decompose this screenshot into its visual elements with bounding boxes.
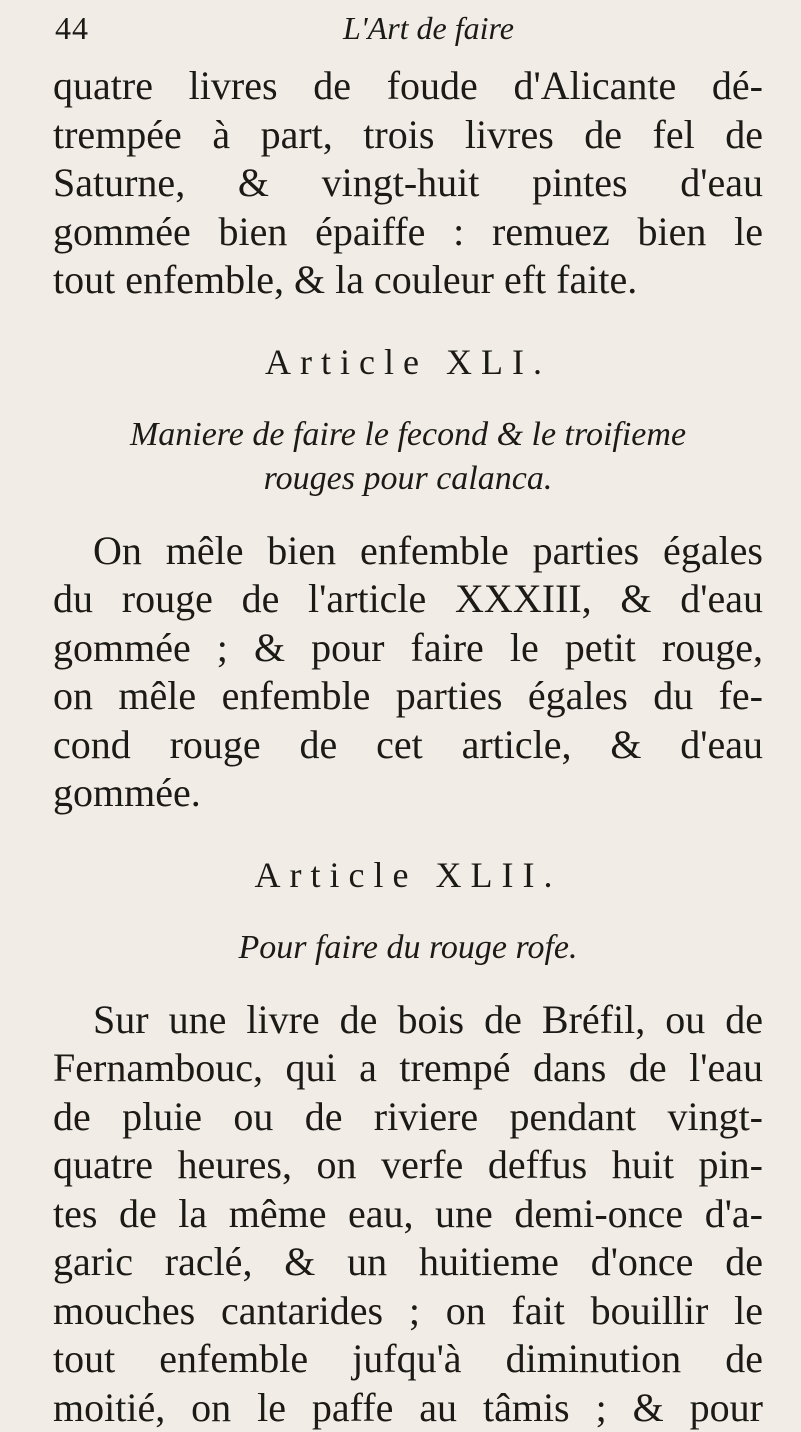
text-line: tout enfemble jufqu'à diminution de (53, 1335, 763, 1384)
text-line: gommée. (53, 769, 763, 818)
text-line: cond rouge de cet article, & d'eau (53, 721, 763, 770)
text-line: tes de la même eau, une demi-once d'a- (53, 1190, 763, 1239)
running-title: L'Art de faire (343, 10, 514, 47)
text-line: quatre heures, on verfe deffus huit pin- (53, 1141, 763, 1190)
text-line: de pluie ou de riviere pendant vingt- (53, 1093, 763, 1142)
text-line: On mêle bien enfemble parties égales (53, 527, 763, 576)
text-line: Saturne, & vingt-huit pintes d'eau (53, 159, 763, 208)
text-line: trempée à part, trois livres de fel de (53, 111, 763, 160)
article-42-heading: Article XLII. (53, 854, 763, 896)
paragraph-continuation (53, 62, 763, 305)
text-line: gommée ; & pour faire le petit rouge, (53, 624, 763, 673)
article-41-heading: Article XLI. (53, 341, 763, 383)
text-line: du rouge de l'article XXXIII, & d'eau (53, 575, 763, 624)
page-number: 44 (55, 10, 89, 47)
text-line: moitié, on le paffe au tâmis ; & pour (53, 1384, 763, 1432)
text-line: gommée bien épaiffe : remuez bien le (53, 208, 763, 257)
text-line: Sur une livre de bois de Bréfil, ou de (53, 996, 763, 1045)
subtitle-line: Maniere de faire le fecond & le troifieme (53, 413, 763, 457)
text-line: on mêle enfemble parties égales du fe- (53, 672, 763, 721)
subtitle-line: Pour faire du rouge rofe. (53, 926, 763, 970)
article-42-subtitle (53, 926, 763, 970)
subtitle-line: rouges pour calanca. (53, 457, 763, 501)
text-line: mouches cantarides ; on fait bouillir le (53, 1287, 763, 1336)
text-line: Fernambouc, qui a trempé dans de l'eau (53, 1044, 763, 1093)
article-41-subtitle (53, 413, 763, 501)
page-header (53, 10, 763, 62)
article-41-paragraph (53, 527, 763, 818)
article-42-paragraph (53, 996, 763, 1432)
text-line: tout enfemble, & la couleur eft faite. (53, 256, 763, 305)
text-line: quatre livres de foude d'Alicante dé- (53, 62, 763, 111)
text-line: garic raclé, & un huitieme d'once de (53, 1238, 763, 1287)
